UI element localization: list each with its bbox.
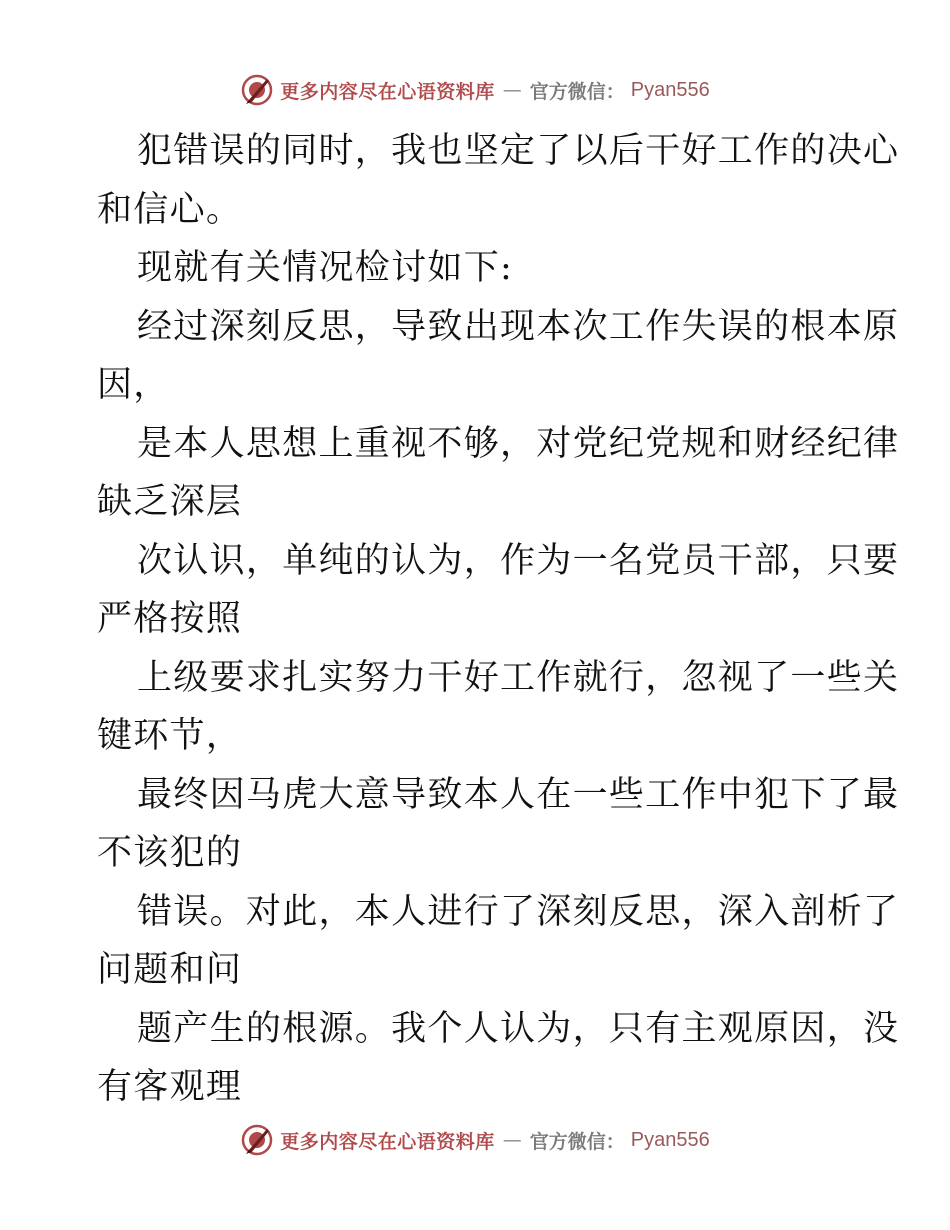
body-line: 次认识，单纯的认为，作为一名党员干部，只要 — [137, 540, 900, 581]
watermark-separator: — — [502, 1129, 522, 1151]
body-line: 经过深刻反思，导致出现本次工作失误的根本原 — [137, 306, 900, 347]
body-line: 问题和问 — [97, 950, 243, 990]
quill-logo-icon — [240, 73, 274, 107]
watermark-wechat-id: Pyan556 — [630, 78, 710, 101]
header-watermark — [0, 70, 950, 110]
body-line: 最终因马虎大意导致本人在一些工作中犯下了最 — [137, 774, 900, 815]
body-line: 现就有关情况检讨如下: — [137, 248, 514, 288]
body-line: 题产生的根源。我个人认为，只有主观原因，没 — [137, 1008, 900, 1049]
watermark-site-text: 更多内容尽在心语资料库 — [280, 80, 495, 103]
body-line: 犯错误的同时，我也坚定了以后干好工作的决心 — [137, 131, 900, 171]
body-line: 有客观理 — [97, 1067, 243, 1107]
body-line: 严格按照 — [97, 599, 243, 639]
body-line: 因， — [97, 365, 170, 405]
watermark-separator: — — [502, 79, 522, 101]
body-line: 键环节， — [97, 716, 243, 756]
watermark-site-text: 更多内容尽在心语资料库 — [280, 1130, 495, 1153]
watermark-wechat-label: 官方微信： — [529, 80, 625, 103]
body-line: 和信心。 — [97, 189, 243, 230]
document-body — [97, 122, 900, 1117]
body-line: 缺乏深层 — [97, 482, 243, 522]
body-line: 不该犯的 — [97, 833, 243, 873]
body-line: 是本人思想上重视不够，对党纪党规和财经纪律 — [137, 423, 900, 464]
quill-logo-icon — [240, 1123, 274, 1157]
body-line: 错误。对此，本人进行了深刻反思，深入剖析了 — [137, 891, 900, 932]
footer-watermark — [0, 1120, 950, 1160]
watermark-wechat-label: 官方微信： — [529, 1130, 625, 1153]
body-line: 上级要求扎实努力干好工作就行，忽视了一些关 — [137, 657, 900, 698]
watermark-wechat-id: Pyan556 — [630, 1128, 710, 1151]
